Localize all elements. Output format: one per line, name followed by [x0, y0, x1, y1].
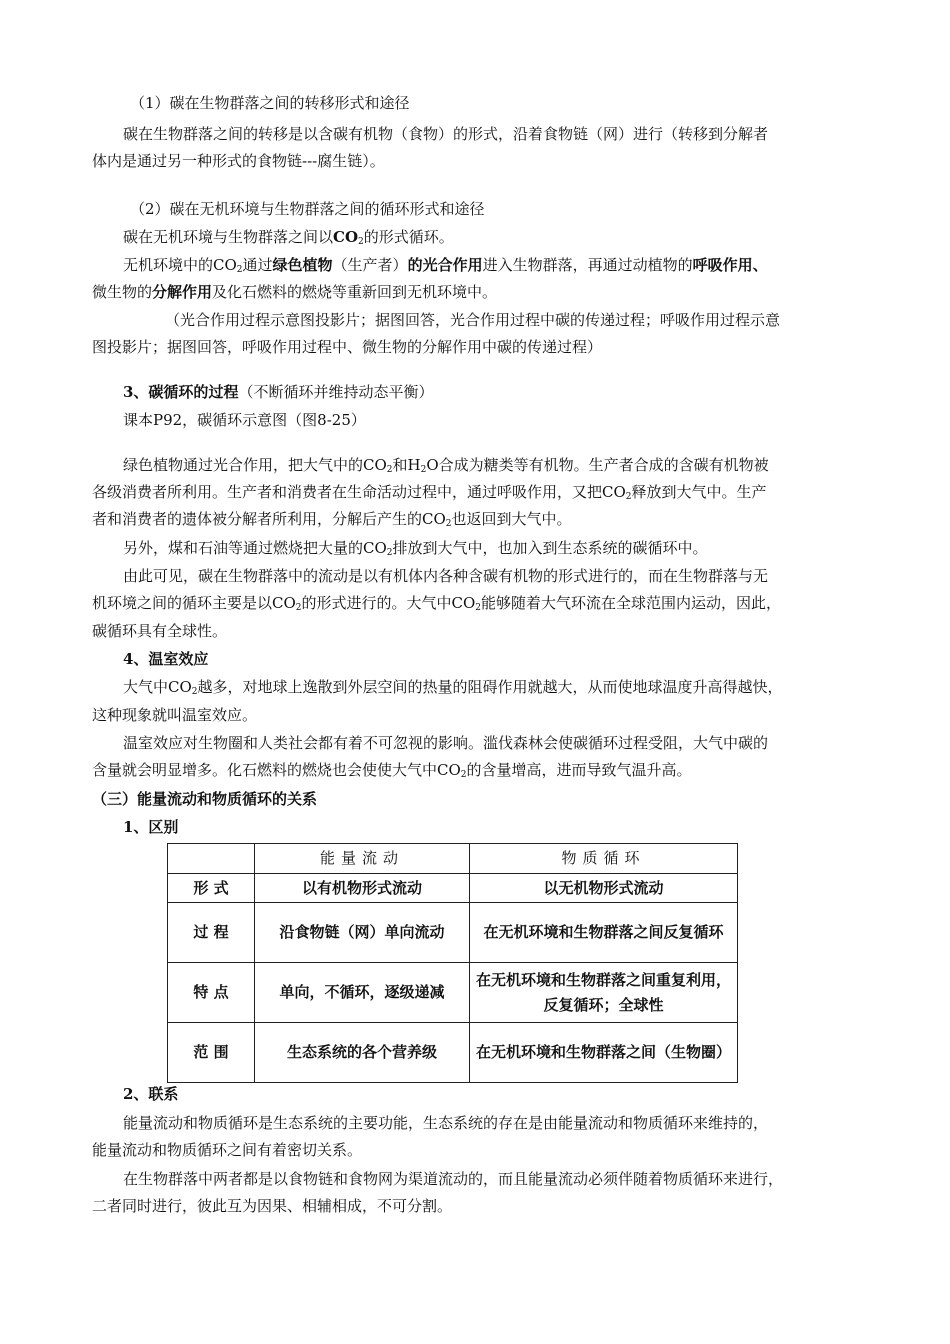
- sub2-para2-line1: [123, 255, 768, 275]
- subscript: 2: [358, 237, 364, 247]
- text-span: 也返回到大气中。: [451, 510, 572, 528]
- sub1-text-line2: 体内是通过另一种形式的食物链---腐生链）。: [92, 152, 385, 170]
- sub2-para1: [123, 227, 454, 247]
- subscript: 2: [236, 265, 243, 275]
- text-span: 大气中CO: [123, 678, 192, 696]
- link-para1-line2: 能量流动和物质循环之间有着密切关系。: [92, 1141, 363, 1159]
- text-span: 无机环境中的CO: [123, 256, 237, 274]
- text-span: O合成为糖类等有机物。生产者合成的含碳有机物被: [426, 456, 769, 474]
- subscript: 2: [386, 548, 393, 558]
- text-span: 及化石燃料的燃烧等重新回到无机环境中。: [212, 283, 498, 301]
- co2-text: CO: [333, 228, 359, 246]
- link-heading: 2、联系: [123, 1085, 179, 1103]
- text-span: 释放到大气中。生产: [631, 483, 767, 501]
- text-span: 碳在无机环境与生物群落之间以: [123, 228, 334, 246]
- text-span: 的含量增高，进而导致气温升高。: [466, 761, 692, 779]
- text-span: 的形式循环。: [363, 228, 454, 246]
- text-span: 绿色植物通过光合作用，把大气中的CO: [123, 456, 387, 474]
- subscript: 2: [386, 465, 393, 475]
- heading-note: （不断循环并维持动态平衡）: [238, 383, 434, 401]
- table-cell: 以无机物形式流动: [470, 874, 738, 903]
- table-cell: 以有机物形式流动: [255, 874, 470, 903]
- text-span: 者和消费者的遗体被分解者所利用，分解后产生的CO: [92, 510, 446, 528]
- textbook-reference: 课本P92，碳循环示意图（图8-25）: [123, 411, 366, 429]
- section3-para1-line1: [123, 455, 769, 475]
- text-span: 进入生物群落，再通过动植物的: [482, 256, 693, 274]
- text-span: 和H: [392, 456, 421, 474]
- text-span: 排放到大气中，也加入到生态系统的碳循环中。: [392, 539, 708, 557]
- subscript: 2: [420, 465, 427, 475]
- link-para2-line2: 二者同时进行，彼此互为因果、相辅相成，不可分割。: [92, 1197, 453, 1215]
- text-span: （生产者）: [332, 256, 408, 274]
- section4-para1-line2: 这种现象就叫温室效应。: [92, 706, 258, 724]
- bold-term: 绿色植物: [272, 256, 333, 274]
- note-line1: （光合作用过程示意图投影片；据图回答，光合作用过程中碳的传递过程；呼吸作用过程示意: [165, 311, 781, 329]
- section3-para1-line2: [92, 482, 767, 502]
- table-cell: 形 式: [168, 874, 255, 903]
- table-header-cell: [168, 844, 255, 874]
- table-row: [168, 963, 738, 1023]
- subscript: 2: [460, 770, 467, 780]
- sub1-text-line1: 碳在生物群落之间的转移是以含碳有机物（食物）的形式，沿着食物链（网）进行（转移到分解者: [123, 125, 769, 143]
- section3-heading: [123, 382, 433, 402]
- section-three-heading: （三）能量流动和物质循环的关系: [92, 790, 318, 808]
- table-cell: 范 围: [168, 1023, 255, 1083]
- bold-term: 的光合作用: [407, 256, 483, 274]
- text-span: 各级消费者所利用。生产者和消费者在生命活动过程中，通过呼吸作用，又把CO: [92, 483, 626, 501]
- table-header-row: [168, 844, 738, 874]
- heading-bold: 3、碳循环的过程: [123, 383, 239, 401]
- table-row: [168, 874, 738, 903]
- sub2-heading: （2）碳在无机环境与生物群落之间的循环形式和途径: [130, 200, 485, 218]
- subscript: 2: [295, 603, 302, 613]
- link-para1-line1: 能量流动和物质循环是生态系统的主要功能，生态系统的存在是由能量流动和物质循环来维持的，: [123, 1114, 769, 1132]
- link-para2-line1: 在生物群落中两者都是以食物链和食物网为渠道流动的，而且能量流动必须伴随着物质循环来进行，: [123, 1170, 784, 1188]
- table-cell: 在无机环境和生物群落之间重复利用，反复循环；全球性: [470, 963, 738, 1023]
- section4-heading: 4、温室效应: [123, 650, 209, 668]
- subscript: 2: [475, 603, 482, 613]
- section4-para2-line2: [92, 760, 692, 780]
- text-span: 能够随着大气环流在全球范围内运动，因此，: [481, 594, 782, 612]
- comparison-table: [167, 843, 738, 1083]
- table-cell: 特 点: [168, 963, 255, 1023]
- section3-para1-line3: [92, 509, 572, 529]
- subscript: 2: [625, 492, 632, 502]
- text-span: 机环境之间的循环主要是以CO: [92, 594, 296, 612]
- text-span: 的形式进行的。大气中CO: [301, 594, 476, 612]
- text-span: 微生物的: [92, 283, 153, 301]
- table-cell: 在无机环境和生物群落之间反复循环: [470, 903, 738, 963]
- note-line2: 图投影片；据图回答，呼吸作用过程中、微生物的分解作用中碳的传递过程）: [92, 338, 603, 356]
- section3-para3-line1: 由此可见，碳在生物群落中的流动是以有机体内各种含碳有机物的形式进行的，而在生物群落与无: [123, 567, 769, 585]
- table-cell: 沿食物链（网）单向流动: [255, 903, 470, 963]
- bold-term: 分解作用: [152, 283, 213, 301]
- table-cell: 生态系统的各个营养级: [255, 1023, 470, 1083]
- bold-term: 呼吸作用、: [692, 256, 768, 274]
- section4-para2-line1: 温室效应对生物圈和人类社会都有着不可忽视的影响。滥伐森林会使碳循环过程受阻，大气中碳的: [123, 734, 769, 752]
- section3-para3-line2: [92, 593, 781, 613]
- text-span: 通过: [242, 256, 273, 274]
- text-span: 越多，对地球上逸散到外层空间的热量的阻碍作用就越大，从而使地球温度升高得越快，: [197, 678, 783, 696]
- section3-para2: [123, 538, 708, 558]
- sub2-para2-line2: [92, 282, 497, 302]
- subscript: 2: [191, 687, 198, 697]
- section4-para1-line1: [123, 677, 783, 697]
- table-cell: 单向，不循环，逐级递减: [255, 963, 470, 1023]
- sub1-heading: （1）碳在生物群落之间的转移形式和途径: [130, 94, 410, 112]
- table-row: [168, 1023, 738, 1083]
- subscript: 2: [445, 519, 452, 529]
- table-header-cell: 能量流动: [255, 844, 470, 874]
- text-span: 含量就会明显增多。化石燃料的燃烧也会使使大气中CO: [92, 761, 461, 779]
- section3-para3-line3: 碳循环具有全球性。: [92, 622, 228, 640]
- difference-heading: 1、区别: [123, 818, 179, 836]
- table-cell: 过 程: [168, 903, 255, 963]
- text-span: 另外，煤和石油等通过燃烧把大量的CO: [123, 539, 387, 557]
- table-row: [168, 903, 738, 963]
- table-header-cell: 物质循环: [470, 844, 738, 874]
- table-cell: 在无机环境和生物群落之间（生物圈）: [470, 1023, 738, 1083]
